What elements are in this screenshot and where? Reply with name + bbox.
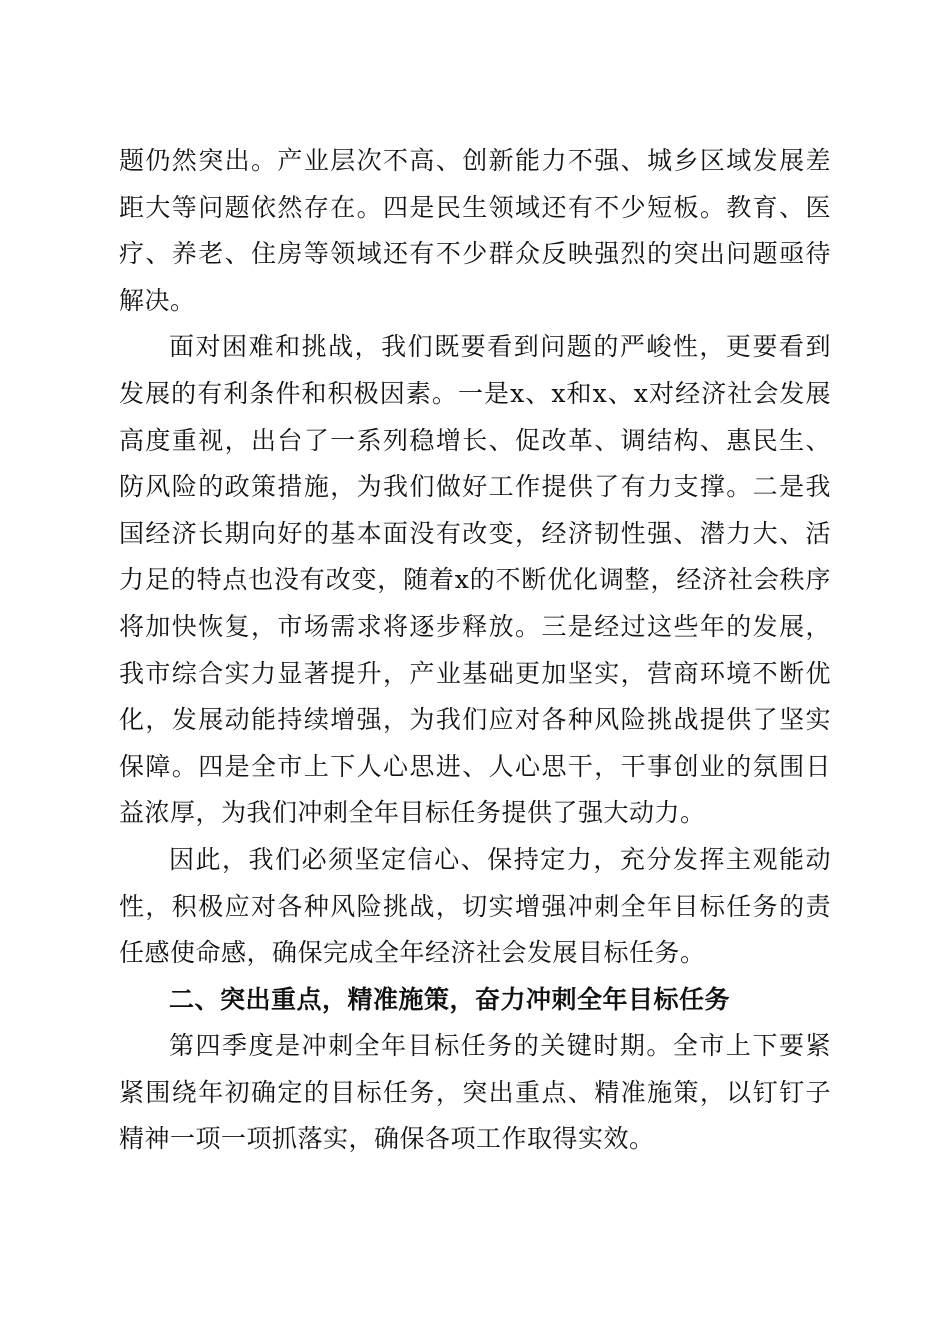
paragraph-fourth-quarter: 第四季度是冲刺全年目标任务的关键时期。全市上下要紧紧围绕年初确定的目标任务，突出重点、精准施策，以钉钉子精神一项一项抓落实，确保各项工作取得实效。 — [119, 1031, 831, 1154]
paragraph-continuation: 题仍然突出。产业层次不高、创新能力不强、城乡区域发展差距大等问题依然存在。四是民生领域还有不少短板。教育、医疗、养老、住房等领域还有不少群众反映强烈的突出问题亟待解决。 — [119, 146, 831, 315]
paragraph-therefore: 因此，我们必须坚定信心、保持定力，充分发挥主观能动性，积极应对各种风险挑战，切实增强冲刺全年目标任务的责任感使命感，确保完成全年经济社会发展目标任务。 — [119, 844, 831, 968]
paragraph-difficulties-and-challenges: 面对困难和挑战，我们既要看到问题的严峻性，更要看到发展的有利条件和积极因素。一是x、x和x、x对经济社会发展高度重视，出台了一系列稳增长、促改革、调结构、惠民生、防风险的政策措施，为我们做好工作提供了有力支撑。二是我国经济长期向好的基本面没有改变，经济韧性强、潜力大、活力足的特点也没有改变，随着x的不断优化调整，经济社会秩序将加快恢复，市场需求将逐步释放。三是经过这些年的发展，我市综合实力显著提升，产业基础更加坚实，营商环境不断优化，发展动能持续增强，为我们应对各种风险挑战提供了坚实保障。四是全市上下人心思进、人心思干，干事创业的氛围日益浓厚，为我们冲刺全年目标任务提供了强大动力。 — [119, 332, 831, 828]
section-heading: 二、突出重点，精准施策，奋力冲刺全年目标任务 — [169, 984, 731, 1014]
document-body — [119, 138, 831, 1163]
